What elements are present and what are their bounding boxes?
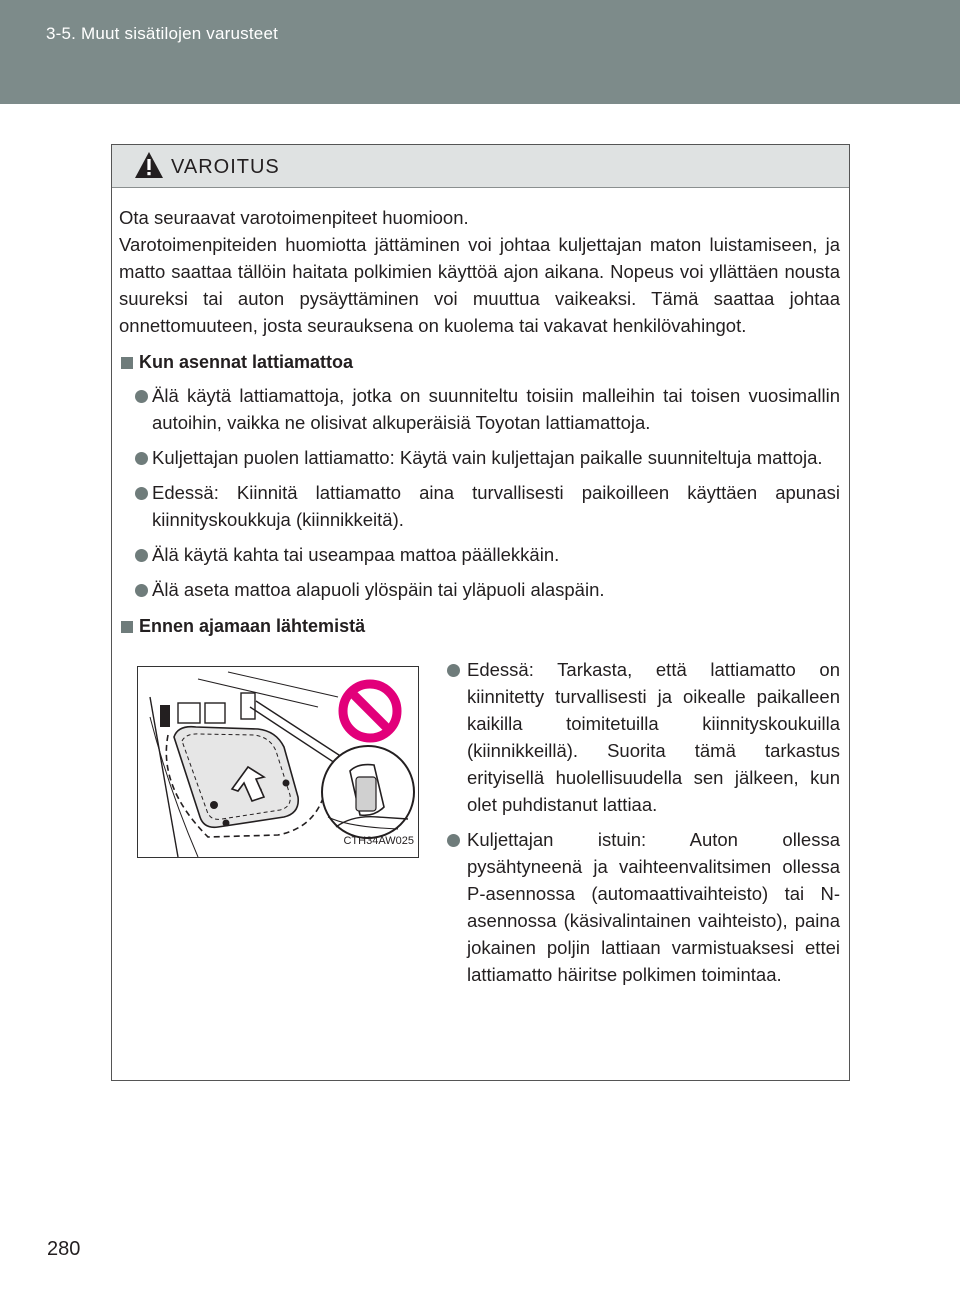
bullet-dot-icon xyxy=(447,834,460,847)
list-item-text: Älä käytä lattiamattoja, jotka on suunniteltu toisiin malleihin tai toisen vuosimallin autoihin, vaikka ne olisivat alkuperäisiä Toyotan lattiamattoja. xyxy=(152,385,840,433)
list-item-text: Kuljettajan istuin: Auton ollessa pysähtyneenä ja vaihteenvalitsimen ollessa P-asennossa (automaattivaihteisto) tai N-asennossa (käsivalintainen vaihteisto), paina jokainen poljin lattiaan varmistuaksesi ettei lattiamatto häiritse polkimen toimintaa. xyxy=(467,829,840,985)
bullet-dot-icon xyxy=(135,549,148,562)
bullet-dot-icon xyxy=(135,487,148,500)
install-list xyxy=(119,382,840,603)
bullet-dot-icon xyxy=(135,584,148,597)
section-heading-install xyxy=(119,349,840,376)
list-item xyxy=(119,444,840,471)
bullet-dot-icon xyxy=(135,390,148,403)
list-item-text: Edessä: Kiinnitä lattiamatto aina turvallisesti paikoilleen käyttäen apunasi kiinnityskoukkuja (kiinnikkeitä). xyxy=(152,482,840,530)
intro-line: Ota seuraavat varotoimenpiteet huomioon. xyxy=(119,207,469,228)
section-heading-before-driving xyxy=(119,613,840,640)
page-number: 280 xyxy=(47,1238,81,1260)
warning-title: VAROITUS xyxy=(171,156,280,178)
warning-header xyxy=(112,145,849,188)
warning-box xyxy=(111,144,850,1081)
list-item xyxy=(440,826,840,988)
section-heading-text: Ennen ajamaan lähtemistä xyxy=(139,616,366,636)
bullet-dot-icon xyxy=(447,664,460,677)
figure-code: CTH34AW025 xyxy=(343,835,414,847)
before-driving-area xyxy=(119,646,840,1046)
section-heading-text: Kun asennat lattiamattoa xyxy=(139,352,354,372)
list-item xyxy=(440,656,840,818)
intro-paragraph: Varotoimenpiteiden huomiotta jättäminen voi johtaa kuljettajan maton luistamiseen, ja matto saattaa tällöin haitata polkimien käyttöä ajon aikana. Nopeus voi yllättäen nousta suureksi tai auton pysäyttäminen voi muuttua vaikeaksi. Tämä saattaa johtaa onnettomuuteen, josta seurauksena on kuolema tai vakavat henkilövahingot. xyxy=(119,234,840,336)
list-item-text: Älä käytä kahta tai useampaa mattoa päällekkäin. xyxy=(152,544,560,565)
list-item-text: Edessä: Tarkasta, että lattiamatto on kiinnitetty turvallisesti ja oikealle paikalleen kaikilla toimitetuilla kiinnityskoukuilla (kiinnikkeillä). Suorita tämä tarkastus erityisellä huolellisuudella sen jälkeen, kun olet puhdistanut lattiaa. xyxy=(467,659,840,815)
header-band xyxy=(0,0,960,104)
list-item-text: Älä aseta mattoa alapuoli ylöspäin tai yläpuoli alaspäin. xyxy=(152,579,605,600)
warning-triangle-icon xyxy=(134,151,164,179)
square-bullet-icon xyxy=(121,621,133,633)
floor-mat-illustration xyxy=(137,666,419,858)
list-item xyxy=(119,576,840,603)
before-driving-list xyxy=(440,656,840,996)
warning-intro xyxy=(119,204,840,339)
list-item xyxy=(119,479,840,533)
section-title: 3-5. Muut sisätilojen varusteet xyxy=(46,24,279,43)
bullet-dot-icon xyxy=(135,452,148,465)
list-item-text: Kuljettajan puolen lattiamatto: Käytä vain kuljettajan paikalle suunniteltuja mattoja. xyxy=(152,447,823,468)
warning-body xyxy=(112,188,849,1046)
list-item xyxy=(119,382,840,436)
square-bullet-icon xyxy=(121,357,133,369)
list-item xyxy=(119,541,840,568)
